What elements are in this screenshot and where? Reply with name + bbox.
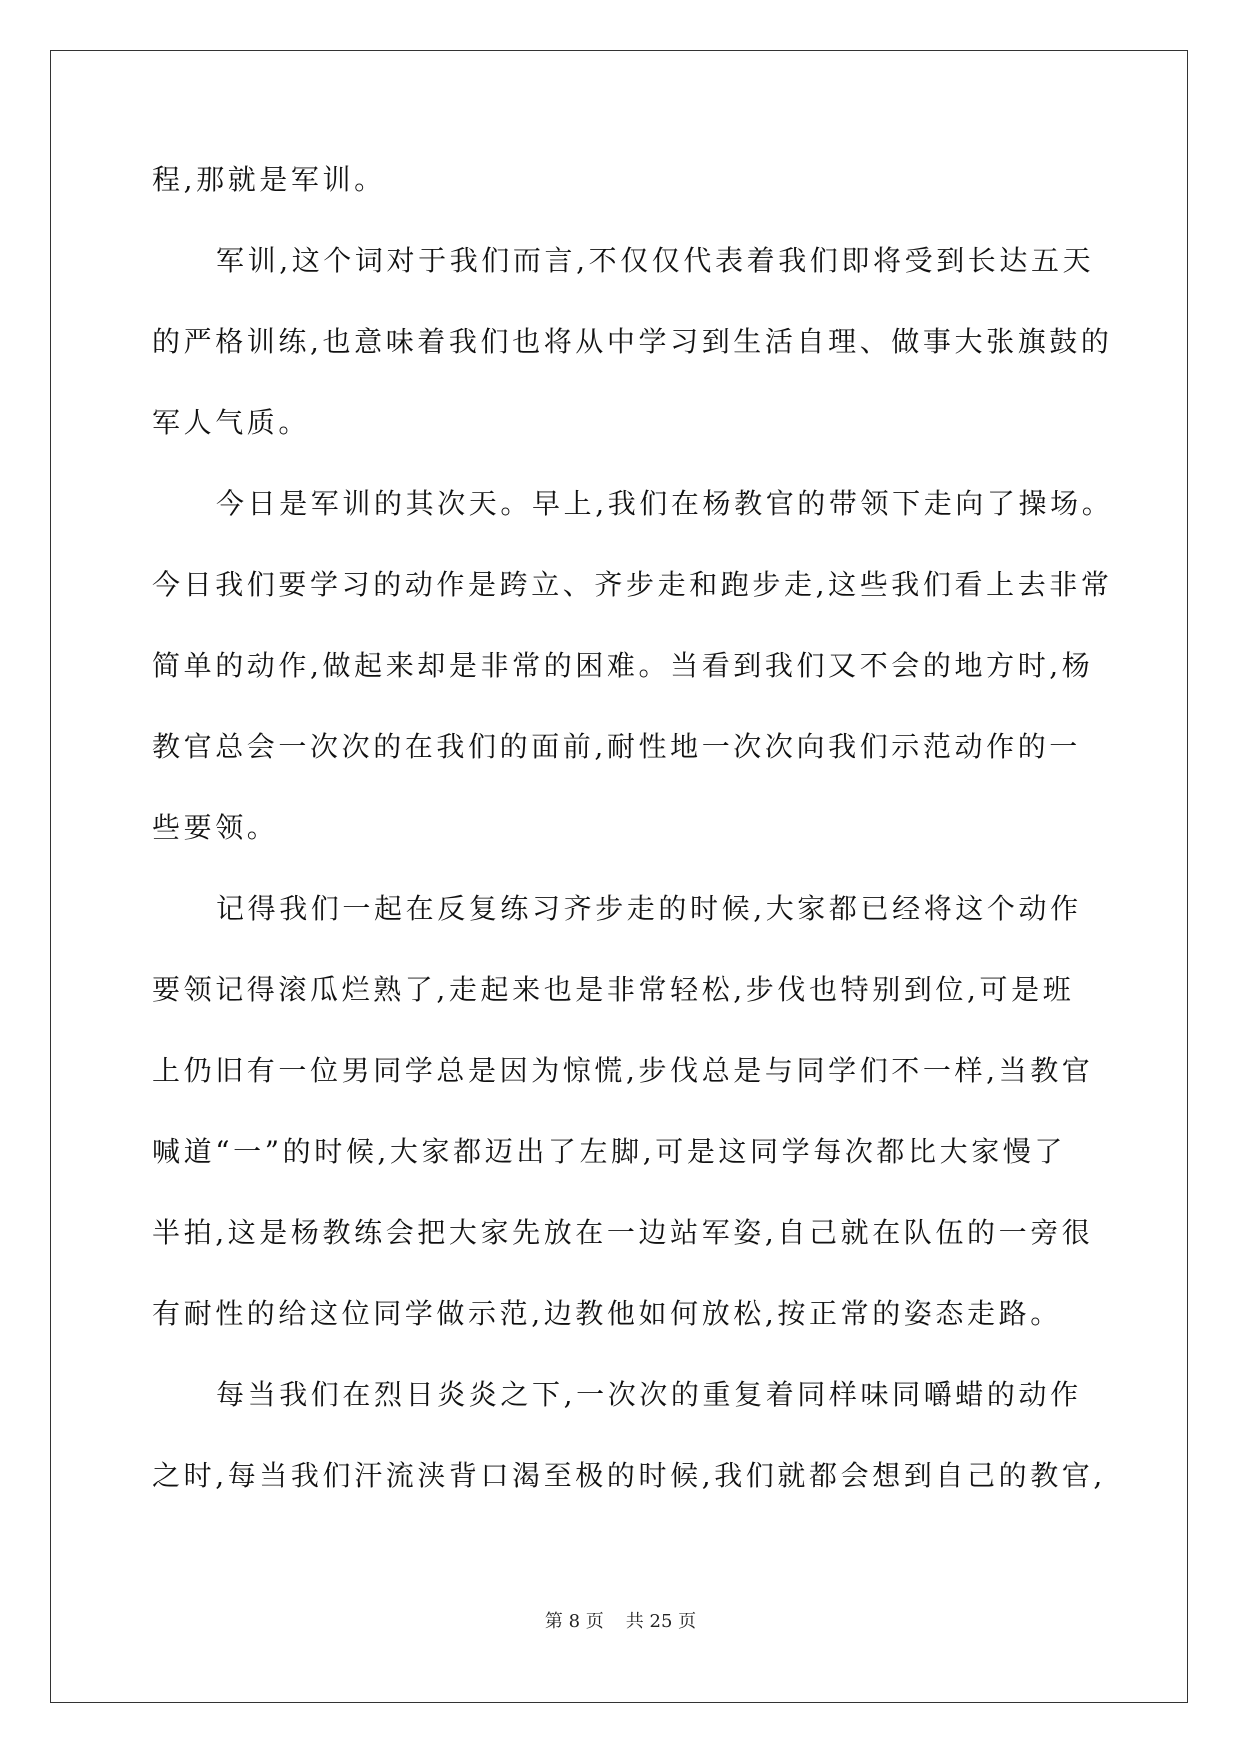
text-line: 半拍,这是杨教练会把大家先放在一边站军姿,自己就在队伍的一旁很 (152, 1216, 1094, 1249)
text-line: 些要领。 (152, 811, 279, 844)
text-line: 教官总会一次次的在我们的面前,耐性地一次次向我们示范动作的一 (152, 730, 1081, 763)
text-line: 要领记得滚瓜烂熟了,走起来也是非常轻松,步伐也特别到位,可是班 (152, 973, 1075, 1006)
page-total: 共 25 页 (625, 1611, 697, 1632)
text-line: 军人气质。 (152, 406, 311, 439)
text-line: 今日是军训的其次天。早上,我们在杨教官的带领下走向了操场。 (216, 487, 1114, 520)
text-line: 喊道“一”的时候,大家都迈出了左脚,可是这同学每次都比大家慢了 (152, 1135, 1067, 1168)
text-line: 之时,每当我们汗流浃背口渴至极的时候,我们就都会想到自己的教官, (152, 1459, 1106, 1492)
page-number: 第 8 页 (544, 1611, 604, 1632)
text-line: 军训,这个词对于我们而言,不仅仅代表着我们即将受到长达五天 (216, 244, 1095, 277)
text-line: 程,那就是军训。 (152, 163, 386, 196)
text-line: 记得我们一起在反复练习齐步走的时候,大家都已经将这个动作 (216, 892, 1082, 925)
text-line: 每当我们在烈日炎炎之下,一次次的重复着同样味同嚼蜡的动作 (216, 1378, 1082, 1411)
text-line: 简单的动作,做起来却是非常的困难。当看到我们又不会的地方时,杨 (152, 649, 1094, 682)
text-line: 的严格训练,也意味着我们也将从中学习到生活自理、做事大张旗鼓的 (152, 325, 1113, 358)
text-line: 有耐性的给这位同学做示范,边教他如何放松,按正常的姿态走路。 (152, 1297, 1062, 1330)
text-line: 今日我们要学习的动作是跨立、齐步走和跑步走,这些我们看上去非常 (152, 568, 1113, 601)
page-footer (0, 1607, 1241, 1633)
text-line: 上仍旧有一位男同学总是因为惊慌,步伐总是与同学们不一样,当教官 (152, 1054, 1094, 1087)
body-text (152, 160, 1114, 1537)
